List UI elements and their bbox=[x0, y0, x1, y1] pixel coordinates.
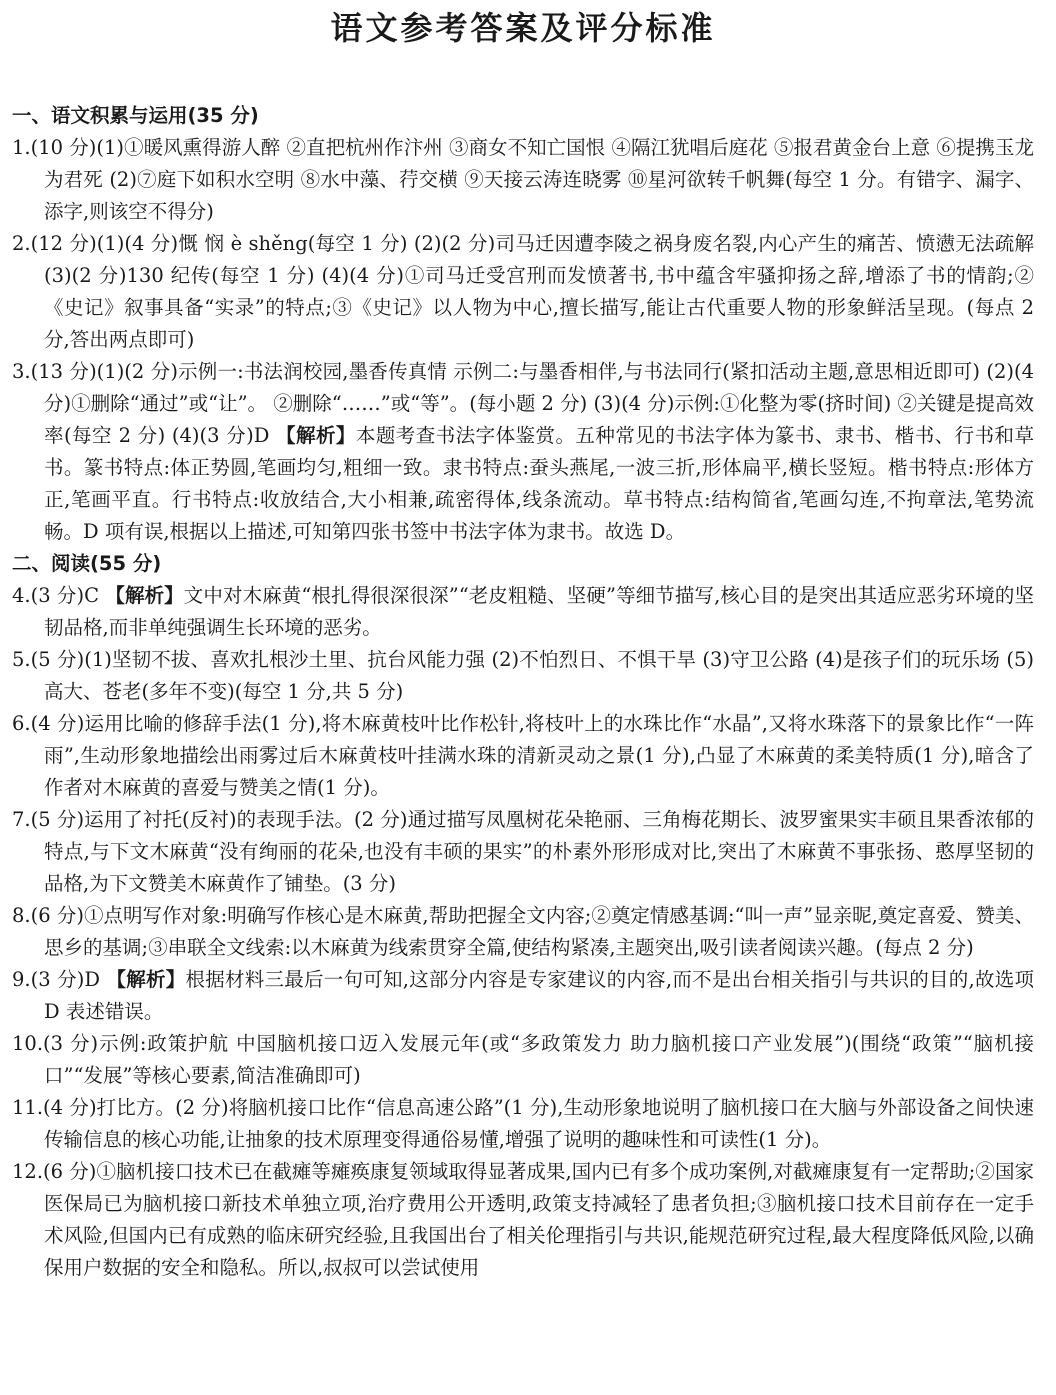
section-heading-accumulation: 一、语文积累与运用(35 分) bbox=[12, 104, 259, 127]
section-heading-reading: 二、阅读(55 分) bbox=[12, 552, 162, 575]
answer-item-8 bbox=[12, 900, 1034, 964]
answer-item-1 bbox=[12, 132, 1034, 228]
answer-item-2 bbox=[12, 228, 1034, 356]
answer-item-4 bbox=[12, 580, 1034, 644]
answer-item-11 bbox=[12, 1092, 1034, 1156]
answer-item-6 bbox=[12, 708, 1034, 804]
answer-text: 9.(3 分)D bbox=[12, 968, 107, 991]
answer-text: 1.(10 分)(1)①暖风熏得游人醉 ②直把杭州作汴州 ③商女不知亡国恨 ④隔江犹唱后庭花 ⑤报君黄金台上意 ⑥提携玉龙为君死 (2)⑦庭下如积水空明 ⑧水中藻、荇交横 ⑨天接云涛连晓雾 ⑩星河欲转千帆舞(每空 1 分。有错字、漏字、添字,则该空不得分) bbox=[12, 136, 1034, 223]
title-spacer bbox=[12, 60, 1034, 100]
answer-item-10 bbox=[12, 1028, 1034, 1092]
answer-item-12 bbox=[12, 1156, 1034, 1284]
answer-item-7 bbox=[12, 804, 1034, 900]
analysis-tag: 【解析】 bbox=[106, 968, 186, 991]
answer-text: 4.(3 分)C bbox=[12, 584, 106, 607]
answer-text: 8.(6 分)①点明写作对象:明确写作核心是木麻黄,帮助把握全文内容;②奠定情感基调:“叫一声”显亲昵,奠定喜爱、赞美、思乡的基调;③串联全文线索:以木麻黄为线索贯穿全篇,使结构紧凑,主题突出,吸引读者阅读兴趣。(每点 2 分) bbox=[12, 904, 1034, 959]
answer-text: 12.(6 分)①脑机接口技术已在截瘫等瘫痪康复领域取得显著成果,国内已有多个成功案例,对截瘫康复有一定帮助;②国家医保局已为脑机接口新技术单独立项,治疗费用公开透明,政策支持减轻了患者负担;③脑机接口技术目前存在一定手术风险,但国内已有成熟的临床研究经验,且我国出台了相关伦理指引与共识,能规范研究过程,最大程度降低风险,以确保用户数据的安全和隐私。所以,叔叔可以尝试使用 bbox=[12, 1160, 1034, 1279]
answer-text: 10.(3 分)示例:政策护航 中国脑机接口迈入发展元年(或“多政策发力 助力脑机接口产业发展”)(围绕“政策”“脑机接口”“发展”等核心要素,简洁准确即可) bbox=[12, 1032, 1034, 1087]
answer-text: 6.(4 分)运用比喻的修辞手法(1 分),将木麻黄枝叶比作松针,将枝叶上的水珠比作“水晶”,又将水珠落下的景象比作“一阵雨”,生动形象地描绘出雨雾过后木麻黄枝叶挂满水珠的清新灵动之景(1 分),凸显了木麻黄的柔美特质(1 分),暗含了作者对木麻黄的喜爱与赞美之情(1 分)。 bbox=[12, 712, 1034, 799]
answer-text: 3.(13 分)(1)(2 分)示例一:书法润校园,墨香传真情 示例二:与墨香相伴,与书法同行(紧扣活动主题,意思相近即可) (2)(4 分)①删除“通过”或“让”。 ②删除“……”或“等”。(每小题 2 分) (3)(4 分)示例:①化整为零(挤时间) ②关键是提高效率(每空 2 分) (4)(3 分)D bbox=[12, 360, 1034, 447]
analysis-text: 本题考查书法字体鉴赏。五种常见的书法字体为篆书、隶书、楷书、行书和草书。篆书特点:体正势圆,笔画均匀,粗细一致。隶书特点:蚕头燕尾,一波三折,形体扁平,横长竖短。楷书特点:形体方正,笔画平直。行书特点:收放结合,大小相兼,疏密得体,线条流动。草书特点:结构简省,笔画勾连,不拘章法,笔势流畅。D 项有误,根据以上描述,可知第四张书签中书法字体为隶书。故选 D。 bbox=[44, 424, 1034, 543]
analysis-text: 根据材料三最后一句可知,这部分内容是专家建议的内容,而不是出台相关指引与共识的目的,故选项 D 表述错误。 bbox=[44, 968, 1034, 1023]
answer-text: 2.(12 分)(1)(4 分)慨 悯 è shěng(每空 1 分) (2)(2 分)司马迁因遭李陵之祸身废名裂,内心产生的痛苦、愤懑无法疏解 (3)(2 分)130 纪传(每空 1 分) (4)(4 分)①司马迁受宫刑而发愤著书,书中蕴含牢骚抑扬之辞,增添了书的情韵;②《史记》叙事具备“实录”的特点;③《史记》以人物为中心,擅长描写,能让古代重要人物的形象鲜活呈现。(每点 2 分,答出两点即可) bbox=[12, 232, 1034, 351]
answer-text: 11.(4 分)打比方。(2 分)将脑机接口比作“信息高速公路”(1 分),生动形象地说明了脑机接口在大脑与外部设备之间快速传输信息的核心功能,让抽象的技术原理变得通俗易懂,增强了说明的趣味性和可读性(1 分)。 bbox=[12, 1096, 1034, 1151]
analysis-tag: 【解析】 bbox=[105, 584, 184, 607]
answer-item-9 bbox=[12, 964, 1034, 1028]
answer-item-5 bbox=[12, 644, 1034, 708]
analysis-text: 文中对木麻黄“根扎得很深很深”“老皮粗糙、坚硬”等细节描写,核心目的是突出其适应恶劣环境的坚韧品格,而非单纯强调生长环境的恶劣。 bbox=[44, 584, 1034, 639]
answer-text: 7.(5 分)运用了衬托(反衬)的表现手法。(2 分)通过描写凤凰树花朵艳丽、三角梅花期长、波罗蜜果实丰硕且果香浓郁的特点,与下文木麻黄“没有绚丽的花朵,也没有丰硕的果实”的朴素外形形成对比,突出了木麻黄不事张扬、憨厚坚韧的品格,为下文赞美木麻黄作了铺垫。(3 分) bbox=[12, 808, 1034, 895]
answer-item-3 bbox=[12, 356, 1034, 548]
answer-text: 5.(5 分)(1)坚韧不拔、喜欢扎根沙土里、抗台风能力强 (2)不怕烈日、不惧干旱 (3)守卫公路 (4)是孩子们的玩乐场 (5)高大、苍老(多年不变)(每空 1 分,共 5 分) bbox=[12, 648, 1034, 703]
analysis-tag: 【解析】 bbox=[276, 424, 356, 447]
page-title: 语文参考答案及评分标准 bbox=[330, 9, 716, 47]
